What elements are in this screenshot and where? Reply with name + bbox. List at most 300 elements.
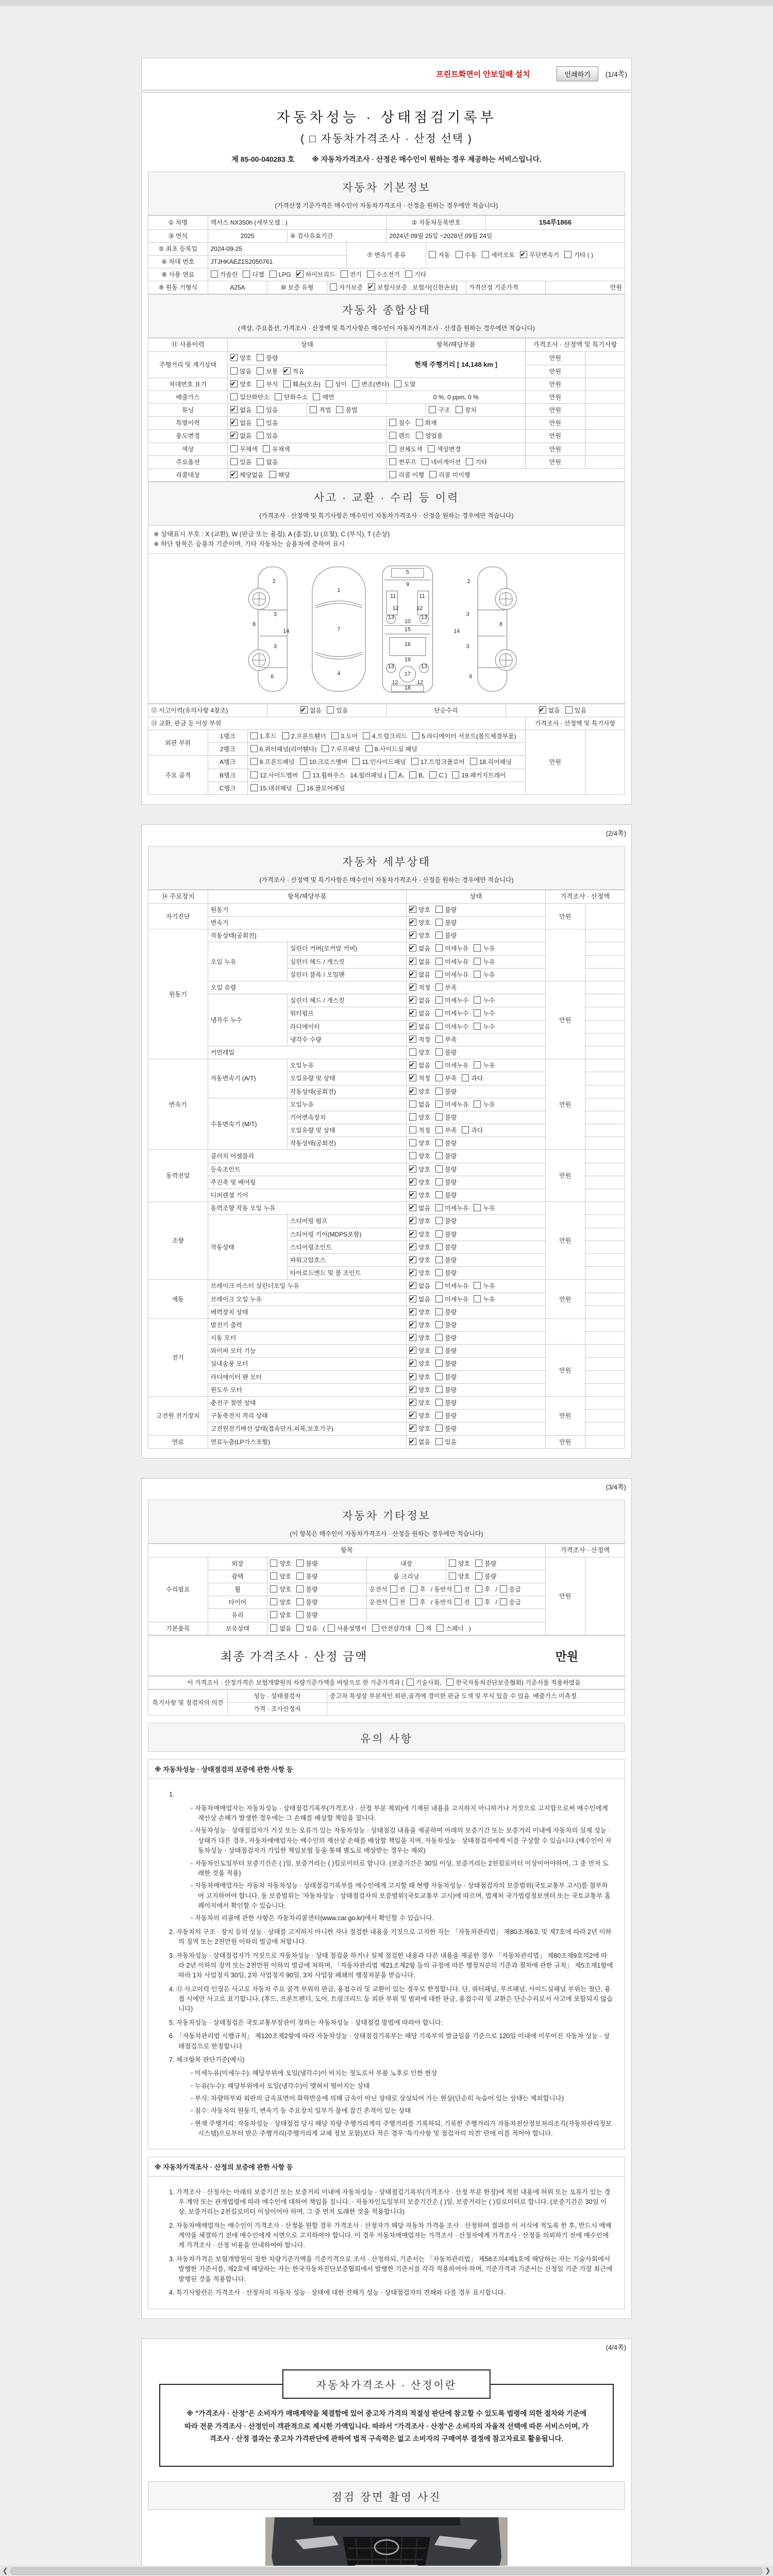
table-cell: 추진축 및 베어링 (208, 1176, 406, 1189)
checkbox[interactable] (363, 732, 370, 739)
table-cell: 2024-09-25 (208, 242, 347, 255)
checkbox[interactable] (409, 1386, 416, 1393)
checkbox[interactable] (409, 1088, 416, 1095)
option-cell (228, 455, 386, 468)
checkbox[interactable] (466, 458, 473, 465)
checkbox[interactable] (435, 1438, 443, 1445)
checkbox[interactable] (435, 958, 443, 965)
option (300, 758, 348, 766)
checkbox[interactable] (435, 984, 443, 991)
checkbox[interactable] (474, 971, 481, 978)
checkbox[interactable] (435, 1152, 443, 1159)
checkbox[interactable] (500, 1598, 507, 1605)
option-cell (406, 1332, 545, 1345)
checkbox[interactable] (520, 251, 527, 258)
checkbox[interactable] (409, 1438, 416, 1445)
scroll-right-arrow-icon[interactable]: ❯ (765, 2567, 771, 2574)
option-text: / (495, 1599, 497, 1606)
checkbox[interactable] (409, 1036, 416, 1043)
checkbox[interactable] (435, 944, 443, 952)
checkbox[interactable] (412, 732, 419, 739)
option-cell (247, 782, 525, 794)
checkbox[interactable] (270, 1572, 277, 1580)
checkbox[interactable] (230, 445, 238, 452)
table-cell: 만원 (526, 365, 585, 378)
checkbox[interactable] (230, 406, 238, 413)
checkbox[interactable] (243, 270, 250, 278)
checkbox[interactable] (263, 445, 270, 452)
checkbox[interactable] (456, 406, 463, 413)
checkbox[interactable] (322, 745, 329, 752)
checkbox[interactable] (270, 1585, 277, 1592)
checkbox[interactable] (310, 406, 317, 413)
checkbox[interactable] (462, 1126, 469, 1133)
checkbox[interactable] (409, 1282, 416, 1289)
checkbox[interactable] (405, 270, 412, 278)
checkbox[interactable] (416, 419, 423, 426)
checkbox[interactable] (352, 380, 359, 387)
checkbox[interactable] (470, 758, 477, 765)
table-row (148, 268, 625, 281)
section-title: 자동차 세부상태 (342, 856, 431, 869)
checkbox[interactable] (296, 1572, 304, 1580)
checkbox[interactable] (435, 1230, 443, 1238)
checkbox[interactable] (230, 367, 238, 375)
checkbox[interactable] (475, 1598, 482, 1605)
checkbox[interactable] (275, 393, 282, 400)
damage-code-legend (148, 526, 625, 554)
checkbox[interactable] (474, 1295, 481, 1302)
option-cell (267, 1557, 367, 1570)
table-cell (585, 1124, 625, 1137)
checkbox[interactable] (409, 1334, 416, 1341)
checkbox[interactable] (409, 944, 416, 952)
checkbox[interactable] (436, 1624, 444, 1632)
option-cell (208, 268, 625, 281)
checkbox[interactable] (230, 354, 238, 361)
checkbox[interactable] (390, 1598, 397, 1605)
checkbox[interactable] (435, 1386, 443, 1393)
checkbox[interactable] (429, 471, 436, 478)
checkbox[interactable] (352, 758, 360, 765)
checkbox[interactable] (429, 251, 436, 258)
checkbox[interactable] (428, 445, 435, 452)
checkbox[interactable] (389, 432, 396, 439)
option (409, 771, 424, 779)
checkbox[interactable] (331, 732, 339, 739)
page-indicator-1: (1/4쪽) (605, 70, 627, 78)
checkbox[interactable] (474, 1282, 481, 1289)
panel-number-label: 6 (271, 673, 274, 680)
option-label: 불량 (445, 1192, 457, 1199)
checkbox[interactable] (409, 1165, 416, 1173)
checkbox[interactable] (435, 1347, 443, 1354)
checkbox[interactable] (435, 1412, 443, 1419)
option (475, 1598, 491, 1606)
checkbox[interactable] (282, 732, 289, 739)
option (269, 471, 290, 479)
checkbox[interactable] (411, 758, 418, 765)
option-label: 유채색 (272, 445, 290, 453)
checkbox[interactable] (283, 380, 291, 387)
option (409, 1438, 430, 1446)
checkbox[interactable] (565, 706, 573, 714)
section-title: 자동차 기타정보 (342, 1510, 431, 1522)
option (297, 784, 345, 792)
checkbox[interactable] (257, 432, 264, 439)
checkbox[interactable] (368, 283, 375, 291)
final-price-unit: 만원 (555, 1649, 578, 1663)
checkbox[interactable] (539, 706, 546, 714)
print-install-notice[interactable]: 프린트화면이 안보일때 설치 (436, 70, 530, 79)
checkbox[interactable] (474, 958, 481, 965)
checkbox[interactable] (409, 1139, 416, 1146)
checkbox[interactable] (452, 771, 459, 778)
checkbox[interactable] (435, 1023, 443, 1030)
checkbox[interactable] (409, 1061, 416, 1069)
checkbox[interactable] (409, 1425, 416, 1432)
checkbox[interactable] (296, 1611, 304, 1618)
checkbox[interactable] (435, 1036, 443, 1043)
checkbox[interactable] (475, 1560, 482, 1567)
checkbox[interactable] (341, 270, 348, 278)
checkbox[interactable] (409, 1178, 416, 1185)
checkbox[interactable] (409, 1373, 416, 1380)
checkbox[interactable] (435, 1282, 443, 1289)
checkbox[interactable] (230, 458, 238, 465)
checkbox[interactable] (409, 1243, 416, 1250)
checkbox[interactable] (300, 706, 308, 714)
table-cell: 보유상태 (208, 1622, 267, 1635)
checkbox[interactable] (409, 1412, 416, 1419)
checkbox[interactable] (313, 393, 320, 400)
option (474, 1061, 495, 1070)
checkbox[interactable] (435, 1360, 443, 1367)
checkbox[interactable] (409, 1217, 416, 1224)
option-label: 변조(변타) (361, 380, 390, 388)
checkbox[interactable] (435, 919, 443, 926)
checkbox[interactable] (270, 1560, 277, 1567)
option-label: 5.라디에이터 서포트(볼트체결부품) (422, 733, 516, 740)
checkbox[interactable] (409, 1074, 416, 1081)
checkbox[interactable] (389, 445, 396, 452)
checkbox[interactable] (394, 380, 401, 387)
checkbox[interactable] (409, 984, 416, 991)
checkbox[interactable] (410, 1598, 417, 1605)
checkbox[interactable] (372, 1624, 379, 1632)
checkbox[interactable] (389, 471, 396, 478)
checkbox[interactable] (270, 1598, 277, 1605)
checkbox[interactable] (435, 1074, 443, 1081)
checkbox[interactable] (250, 745, 258, 752)
checkbox[interactable] (474, 1100, 481, 1108)
checkbox[interactable] (230, 432, 238, 439)
checkbox[interactable] (435, 1295, 443, 1302)
checkbox[interactable] (389, 458, 396, 465)
option-label: 해당 (278, 471, 290, 479)
checkbox[interactable] (409, 996, 416, 1004)
checkbox[interactable] (296, 1598, 304, 1605)
checkbox[interactable] (270, 1611, 277, 1618)
option-label: 많음 (240, 367, 252, 375)
option-label: 양호 (418, 1269, 431, 1277)
option-label: 누수 (483, 1010, 495, 1018)
checkbox[interactable] (462, 1074, 469, 1081)
checkbox[interactable] (283, 367, 291, 375)
option (257, 432, 278, 440)
scrollbar-thumb[interactable] (10, 2567, 763, 2575)
horizontal-scrollbar[interactable] (0, 2566, 773, 2576)
checkbox[interactable] (435, 1009, 443, 1016)
checkbox[interactable] (409, 1152, 416, 1159)
checkbox[interactable] (303, 771, 310, 778)
checkbox[interactable] (449, 1572, 456, 1580)
checkbox[interactable] (409, 1113, 416, 1121)
checkbox[interactable] (429, 406, 436, 413)
checkbox[interactable] (435, 1191, 443, 1198)
checkbox[interactable] (409, 1256, 416, 1263)
option-label: 양호 (458, 1560, 470, 1567)
option (435, 1165, 457, 1174)
checkbox[interactable] (250, 771, 258, 778)
option-label: 양호 (418, 1217, 431, 1225)
option (230, 380, 251, 388)
checkbox[interactable] (250, 732, 258, 739)
checkbox[interactable] (474, 1204, 481, 1211)
panel-number-label: 11 (419, 593, 425, 600)
checkbox[interactable] (435, 1165, 443, 1173)
option-cell (406, 1422, 545, 1435)
checkbox[interactable] (449, 1560, 456, 1567)
checkbox[interactable] (409, 1269, 416, 1276)
checkbox[interactable] (390, 1585, 397, 1592)
checkbox[interactable] (270, 1624, 277, 1632)
checkbox[interactable] (250, 784, 258, 791)
table-cell: JTJHKAEZ1S2050761 (208, 255, 347, 268)
option (435, 1347, 457, 1355)
checkbox[interactable] (435, 1308, 443, 1315)
checkbox[interactable] (300, 758, 307, 765)
option (435, 1334, 457, 1342)
checkbox[interactable] (474, 944, 481, 952)
checkbox[interactable] (230, 419, 238, 426)
checkbox[interactable] (435, 1126, 443, 1133)
checkbox[interactable] (269, 471, 276, 478)
table-cell (327, 1703, 625, 1716)
checkbox[interactable] (365, 745, 373, 752)
table-cell: 라디에이터 팬 모터 (208, 1370, 406, 1383)
checkbox[interactable] (409, 1360, 416, 1367)
checkbox[interactable] (296, 270, 304, 278)
checkbox[interactable] (409, 919, 416, 926)
option (275, 393, 308, 401)
checkbox[interactable] (455, 1585, 462, 1592)
table-cell: 오일누유 (287, 1098, 406, 1111)
panel-number-label: 3 (273, 611, 277, 618)
option (455, 1598, 470, 1606)
table-row (148, 890, 625, 904)
checkbox[interactable] (500, 1585, 507, 1592)
table-cell: 만원 (526, 352, 585, 365)
checkbox[interactable] (474, 1061, 481, 1069)
checkbox[interactable] (230, 471, 238, 478)
checkbox[interactable] (474, 1023, 481, 1030)
option-cell (426, 242, 625, 268)
checkbox[interactable] (435, 1113, 443, 1121)
checkbox[interactable] (416, 1624, 424, 1632)
table-cell: 중고차 특성상 부분적인 외판,골격에 경미한 판금 도색 및 부식 있을 수 있음. 배출가스 미측정. (327, 1689, 625, 1702)
scroll-left-arrow-icon[interactable]: ❮ (2, 2567, 8, 2574)
checkbox[interactable] (435, 931, 443, 939)
checkbox[interactable] (257, 458, 264, 465)
table-cell: 특별이력 (148, 417, 228, 430)
checkbox[interactable] (435, 1100, 443, 1108)
option-label: 없음 (418, 1010, 431, 1018)
checkbox[interactable] (435, 1061, 443, 1069)
checkbox[interactable] (389, 771, 396, 778)
checkbox[interactable] (327, 706, 334, 714)
section-overall-state (148, 294, 625, 338)
table-cell: 내장 (366, 1557, 446, 1570)
checkbox[interactable] (435, 1425, 443, 1432)
checkbox[interactable] (407, 1679, 414, 1686)
table-cell: 커먼레일 (208, 1046, 406, 1059)
checkbox[interactable] (328, 1624, 335, 1632)
checkbox[interactable] (435, 996, 443, 1004)
checkbox[interactable] (422, 458, 429, 465)
table-cell: 실내송풍 모터 (208, 1358, 406, 1370)
option (243, 270, 264, 279)
checkbox[interactable] (250, 758, 258, 765)
checkbox[interactable] (409, 1009, 416, 1016)
option-cell (386, 417, 526, 430)
checkbox[interactable] (410, 1585, 417, 1592)
checkbox[interactable] (435, 1399, 443, 1406)
table-row (148, 1150, 625, 1163)
table-cell: ⑭ 주요장치 (148, 890, 208, 904)
checkbox[interactable] (435, 1256, 443, 1263)
checkbox[interactable] (482, 251, 489, 258)
checkbox[interactable] (296, 1585, 304, 1592)
option-cell (228, 365, 386, 378)
checkbox[interactable] (230, 393, 238, 400)
checkbox[interactable] (257, 367, 264, 375)
checkbox[interactable] (409, 1048, 416, 1056)
checkbox[interactable] (435, 1178, 443, 1185)
checkbox[interactable] (211, 270, 218, 278)
checkbox[interactable] (435, 971, 443, 978)
checkbox[interactable] (270, 270, 277, 278)
checkbox[interactable] (455, 1598, 462, 1605)
panel-number-label: 5 (406, 569, 409, 575)
checkbox[interactable] (435, 1334, 443, 1341)
checkbox[interactable] (367, 270, 374, 278)
checkbox[interactable] (409, 1321, 416, 1328)
checkbox[interactable] (296, 1624, 304, 1632)
option (283, 380, 321, 388)
checkbox[interactable] (435, 1048, 443, 1056)
checkbox[interactable] (297, 784, 305, 791)
option-cell (267, 704, 386, 717)
option-cell (386, 455, 526, 468)
checkbox[interactable] (257, 354, 264, 361)
checkbox[interactable] (416, 432, 423, 439)
checkbox[interactable] (257, 406, 264, 413)
checkbox[interactable] (435, 1321, 443, 1328)
checkbox[interactable] (409, 906, 416, 913)
checkbox[interactable] (409, 1126, 416, 1133)
option (422, 458, 461, 466)
checkbox[interactable] (474, 996, 481, 1004)
checkbox[interactable] (435, 1217, 443, 1224)
print-button[interactable]: 인쇄하기 (557, 66, 598, 81)
checkbox[interactable] (409, 1308, 416, 1315)
checkbox[interactable] (435, 1373, 443, 1380)
checkbox[interactable] (409, 931, 416, 939)
checkbox[interactable] (409, 1100, 416, 1108)
checkbox[interactable] (435, 1204, 443, 1211)
checkbox[interactable] (257, 380, 264, 387)
checkbox[interactable] (475, 1572, 482, 1580)
checkbox[interactable] (230, 380, 238, 387)
option (409, 1009, 430, 1018)
checkbox[interactable] (409, 1191, 416, 1198)
checkbox[interactable] (429, 771, 436, 778)
checkbox[interactable] (409, 1204, 416, 1211)
option-label: 색상변경 (436, 445, 461, 453)
checkbox[interactable] (336, 406, 343, 413)
checkbox[interactable] (326, 380, 333, 387)
checkbox[interactable] (456, 251, 463, 258)
panel-number-label: 14 (453, 628, 460, 635)
checkbox[interactable] (409, 971, 416, 978)
checkbox[interactable] (446, 1679, 453, 1686)
option-label: 일산화탄소 (240, 393, 270, 401)
checkbox[interactable] (475, 1585, 482, 1592)
checkbox[interactable] (435, 1139, 443, 1146)
checkbox[interactable] (474, 1009, 481, 1016)
option-label: 적법 (319, 406, 331, 414)
checkbox[interactable] (435, 1088, 443, 1095)
section-etc-info (148, 1500, 625, 1544)
checkbox[interactable] (409, 1347, 416, 1354)
checkbox[interactable] (409, 771, 416, 778)
checkbox[interactable] (409, 1023, 416, 1030)
table-cell: ⑨ 원동 기형식 (148, 281, 208, 294)
checkbox[interactable] (296, 1560, 304, 1567)
option-label: 불량 (445, 1140, 457, 1147)
checkbox[interactable] (409, 958, 416, 965)
checkbox[interactable] (409, 1230, 416, 1238)
option-label: A, (398, 771, 405, 779)
checkbox[interactable] (435, 1243, 443, 1250)
table-cell (585, 1410, 625, 1422)
option-label: 11.인사이드패널 (362, 758, 406, 766)
table-cell (585, 929, 625, 942)
checkbox[interactable] (330, 283, 337, 291)
checkbox[interactable] (435, 906, 443, 913)
checkbox[interactable] (257, 419, 264, 426)
checkbox[interactable] (564, 251, 572, 258)
checkbox[interactable] (389, 419, 396, 426)
panel-number-label: 7 (337, 626, 341, 633)
table-cell: 브레이크 마스터 실린더오일 누유 (208, 1280, 406, 1293)
checkbox[interactable] (435, 1269, 443, 1276)
checkbox[interactable] (409, 1295, 416, 1302)
option-label: LPG (278, 271, 291, 279)
checkbox[interactable] (409, 1399, 416, 1406)
option-label: 불량 (445, 1113, 457, 1121)
